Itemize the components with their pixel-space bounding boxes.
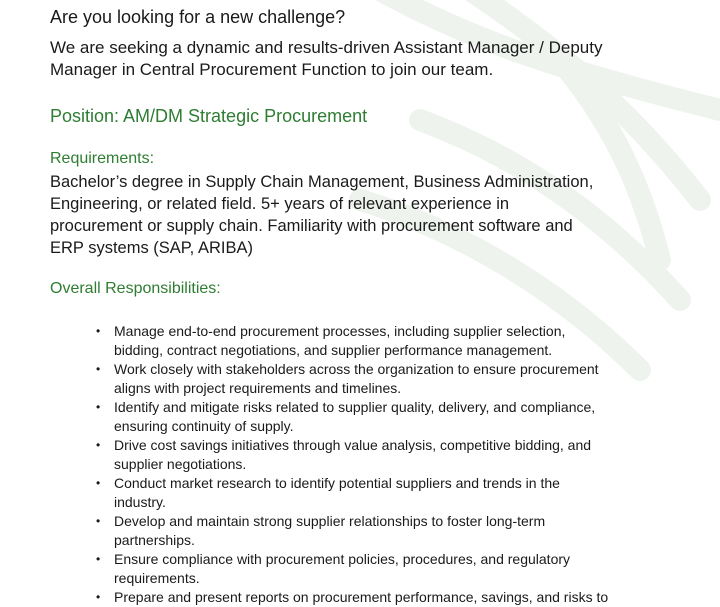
lead-paragraph xyxy=(50,37,602,81)
list-item xyxy=(96,474,686,512)
list-item-line: requirements. xyxy=(114,570,200,586)
list-item xyxy=(96,360,686,398)
intro-question: Are you looking for a new challenge? xyxy=(50,7,346,27)
lead-line: Manager in Central Procurement Function to join our team. xyxy=(50,60,494,79)
responsibilities-list xyxy=(96,322,686,607)
list-item-line: partnerships. xyxy=(114,532,195,548)
responsibilities-heading: Overall Responsibilities: xyxy=(50,280,221,297)
list-item xyxy=(96,322,686,360)
requirements-heading: Requirements: xyxy=(50,150,155,167)
bullet-icon: • xyxy=(96,400,101,414)
list-item-line: Manage end-to-end procurement processes, including supplier selection, xyxy=(114,323,566,339)
list-item-line: Identify and mitigate risks related to supplier quality, delivery, and compliance, xyxy=(114,399,596,415)
position-title: Position: AM/DM Strategic Procurement xyxy=(50,106,368,126)
list-item-line: Drive cost savings initiatives through value analysis, competitive bidding, and xyxy=(114,437,592,453)
bullet-icon: • xyxy=(96,552,101,566)
list-item xyxy=(96,588,686,607)
list-item xyxy=(96,550,686,588)
list-item-line: bidding, contract negotiations, and supplier performance management. xyxy=(114,342,553,358)
requirements-line: ERP systems (SAP, ARIBA) xyxy=(50,239,253,257)
bullet-icon: • xyxy=(96,590,101,604)
bullet-icon: • xyxy=(96,438,101,452)
list-item-line: Develop and maintain strong supplier relationships to foster long-term xyxy=(114,513,546,529)
list-item xyxy=(96,436,686,474)
list-item-line: Prepare and present reports on procurement performance, savings, and risks to xyxy=(114,589,609,605)
list-item-line: Conduct market research to identify potential suppliers and trends in the xyxy=(114,475,560,491)
bullet-icon: • xyxy=(96,476,101,490)
list-item-line: Ensure compliance with procurement policies, procedures, and regulatory xyxy=(114,551,571,567)
list-item xyxy=(96,512,686,550)
bullet-icon: • xyxy=(96,514,101,528)
requirements-line: procurement or supply chain. Familiarity with procurement software and xyxy=(50,217,573,235)
requirements-text xyxy=(50,171,593,259)
requirements-line: Bachelor’s degree in Supply Chain Management, Business Administration, xyxy=(50,173,594,191)
list-item-line: supplier negotiations. xyxy=(114,456,247,472)
bullet-icon: • xyxy=(96,324,101,338)
requirements-line: Engineering, or related field. 5+ years of relevant experience in xyxy=(50,195,510,213)
list-item-line: aligns with project requirements and timelines. xyxy=(114,380,402,396)
bullet-icon: • xyxy=(96,362,101,376)
list-item-line: ensuring continuity of supply. xyxy=(114,418,294,434)
list-item xyxy=(96,398,686,436)
lead-line: We are seeking a dynamic and results-driven Assistant Manager / Deputy xyxy=(50,38,603,57)
list-item-line: industry. xyxy=(114,494,166,510)
list-item-line: Work closely with stakeholders across the organization to ensure procurement xyxy=(114,361,599,377)
